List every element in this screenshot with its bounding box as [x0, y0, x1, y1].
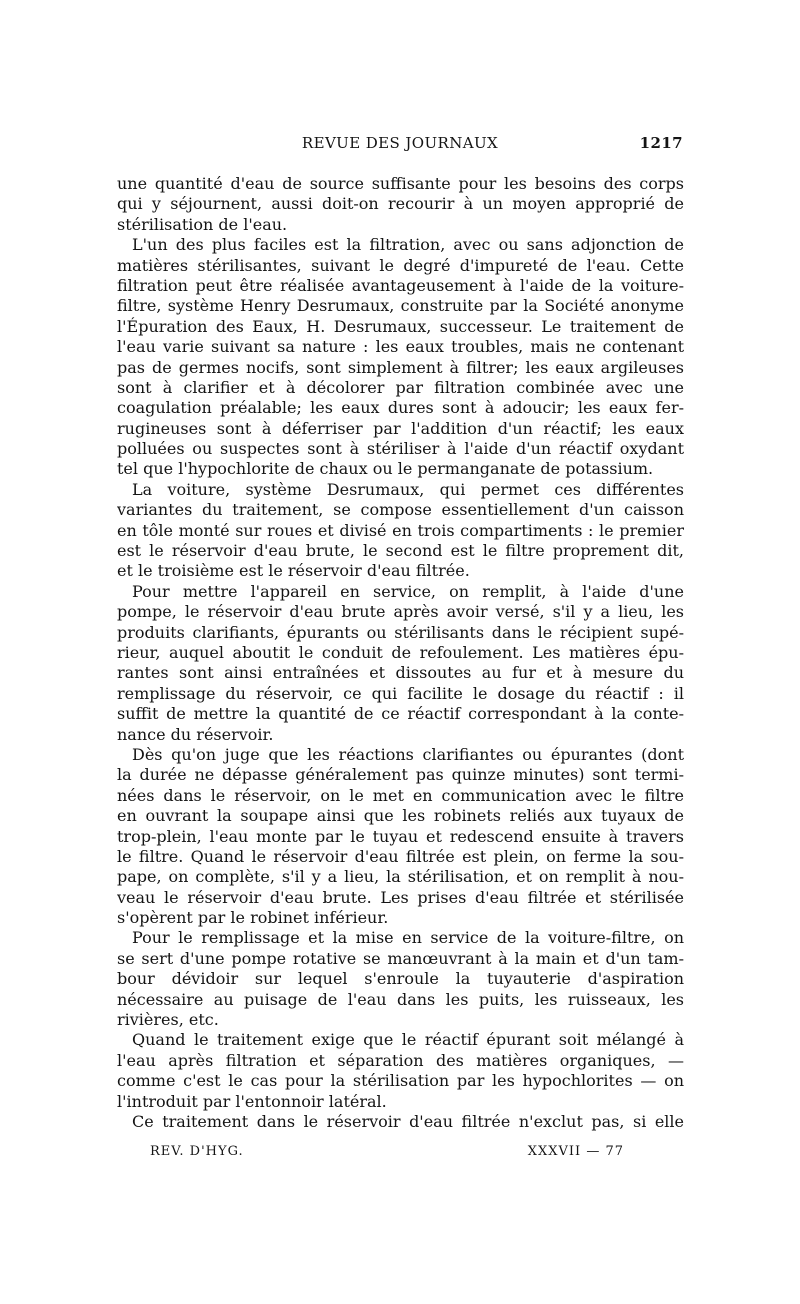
paragraph-start-line: Quand le traitement exige que le réactif épurant soit mélangé à [132, 1030, 684, 1050]
signature-mark: XXXVII — 77 [527, 1144, 624, 1159]
text-line: une quantité d'eau de source suffisante pour les besoins des corps [117, 174, 684, 193]
text-line: en ouvrant la soupape ainsi que les robinets reliés aux tuyaux de [117, 806, 684, 826]
paragraph-start-line: Pour mettre l'appareil en service, on remplit, à l'aide d'une [132, 581, 684, 601]
paragraph-start-line: Pour le remplissage et la mise en service de la voiture-filtre, on [132, 928, 684, 948]
text-line: l'eau varie suivant sa nature : les eaux troubles, mais ne contenant [117, 337, 684, 357]
text-line: l'eau après filtration et séparation des matières organiques, — [117, 1050, 684, 1070]
text-line: la durée ne dépasse généralement pas quinze minutes) sont termi- [117, 765, 684, 785]
paragraph-start-line: Ce traitement dans le réservoir d'eau filtrée n'exclut pas, si elle [132, 1111, 684, 1131]
journal-abbreviation: REV. D'HYG. [150, 1144, 244, 1159]
text-line: nécessaire au puisage de l'eau dans les puits, les ruisseaux, les [117, 989, 684, 1009]
text-line: filtration peut être réalisée avantageusement à l'aide de la voiture- [117, 275, 684, 295]
text-line: filtre, système Henry Desrumaux, construite par la Société anonyme [117, 296, 684, 316]
text-line: le filtre. Quand le réservoir d'eau filtrée est plein, on ferme la sou- [117, 846, 684, 866]
paragraph-start-line: L'un des plus faciles est la filtration, avec ou sans adjonction de [132, 235, 684, 255]
text-line: tel que l'hypochlorite de chaux ou le permanganate de potassium. [117, 459, 654, 479]
text-line: variantes du traitement, se compose essentiellement d'un caisson [117, 500, 684, 520]
page-footer [150, 1144, 624, 1166]
text-line: comme c'est le cas pour la stérilisation par les hypochlorites — on [117, 1071, 684, 1091]
text-line: qui y séjournent, aussi doit-on recourir à un moyen approprié de [117, 194, 684, 214]
text-line: rivières, etc. [117, 1010, 219, 1030]
text-line: coagulation préalable; les eaux dures sont à adoucir; les eaux fer- [117, 398, 684, 418]
text-line: se sert d'une pompe rotative se manœuvrant à la main et d'un tam- [117, 948, 684, 968]
text-line: matières stérilisantes, suivant le degré d'impureté de l'eau. Cette [117, 255, 684, 275]
running-title: REVUE DES JOURNAUX [301, 134, 499, 152]
text-line: suffit de mettre la quantité de ce réactif correspondant à la conte- [117, 704, 684, 724]
text-line: polluées ou suspectes sont à stériliser à l'aide d'un réactif oxydant [117, 439, 684, 459]
text-line: rugineuses sont à déferriser par l'addition d'un réactif; les eaux [117, 418, 684, 438]
page-number: 1217 [639, 134, 683, 152]
text-line: est le réservoir d'eau brute, le second est le filtre proprement dit, [117, 541, 684, 561]
text-line: rieur, auquel aboutit le conduit de refoulement. Les matières épu- [117, 642, 684, 662]
text-line: bour dévidoir sur lequel s'enroule la tuyauterie d'aspiration [117, 969, 684, 989]
paragraph-start-line: Dès qu'on juge que les réactions clarifiantes ou épurantes (dont [132, 744, 684, 764]
text-line: veau le réservoir d'eau brute. Les prises d'eau filtrée et stérilisée [117, 887, 684, 907]
text-line: sont à clarifier et à décolorer par filtration combinée avec une [117, 377, 684, 397]
text-line: s'opèrent par le robinet inférieur. [117, 908, 389, 928]
text-line: produits clarifiants, épurants ou stérilisants dans le récipient supé- [117, 622, 684, 642]
text-line: pape, on complète, s'il y a lieu, la stérilisation, et on remplit à nou- [117, 867, 684, 887]
text-line: pompe, le réservoir d'eau brute après avoir versé, s'il y a lieu, les [117, 602, 684, 622]
text-line: pas de germes nocifs, sont simplement à filtrer; les eaux argileuses [117, 357, 684, 377]
text-line: en tôle monté sur roues et divisé en trois compartiments : le premier [117, 520, 684, 540]
text-line: remplissage du réservoir, ce qui facilite le dosage du réactif : il [117, 683, 684, 703]
text-line: nance du réservoir. [117, 724, 274, 744]
text-line: l'introduit par l'entonnoir latéral. [117, 1091, 387, 1111]
paragraph-start-line: La voiture, système Desrumaux, qui permet ces différentes [132, 479, 684, 499]
text-line: nées dans le réservoir, on le met en communication avec le filtre [117, 785, 684, 805]
text-line: trop-plein, l'eau monte par le tuyau et redescend ensuite à travers [117, 826, 684, 846]
text-line: rantes sont ainsi entraînées et dissoutes au fur et à mesure du [117, 663, 684, 683]
running-header [117, 134, 683, 158]
text-line: et le troisième est le réservoir d'eau filtrée. [117, 561, 470, 581]
text-line: stérilisation de l'eau. [117, 214, 288, 234]
body-text [117, 174, 684, 1132]
text-line: l'Épuration des Eaux, H. Desrumaux, successeur. Le traitement de [117, 316, 684, 336]
